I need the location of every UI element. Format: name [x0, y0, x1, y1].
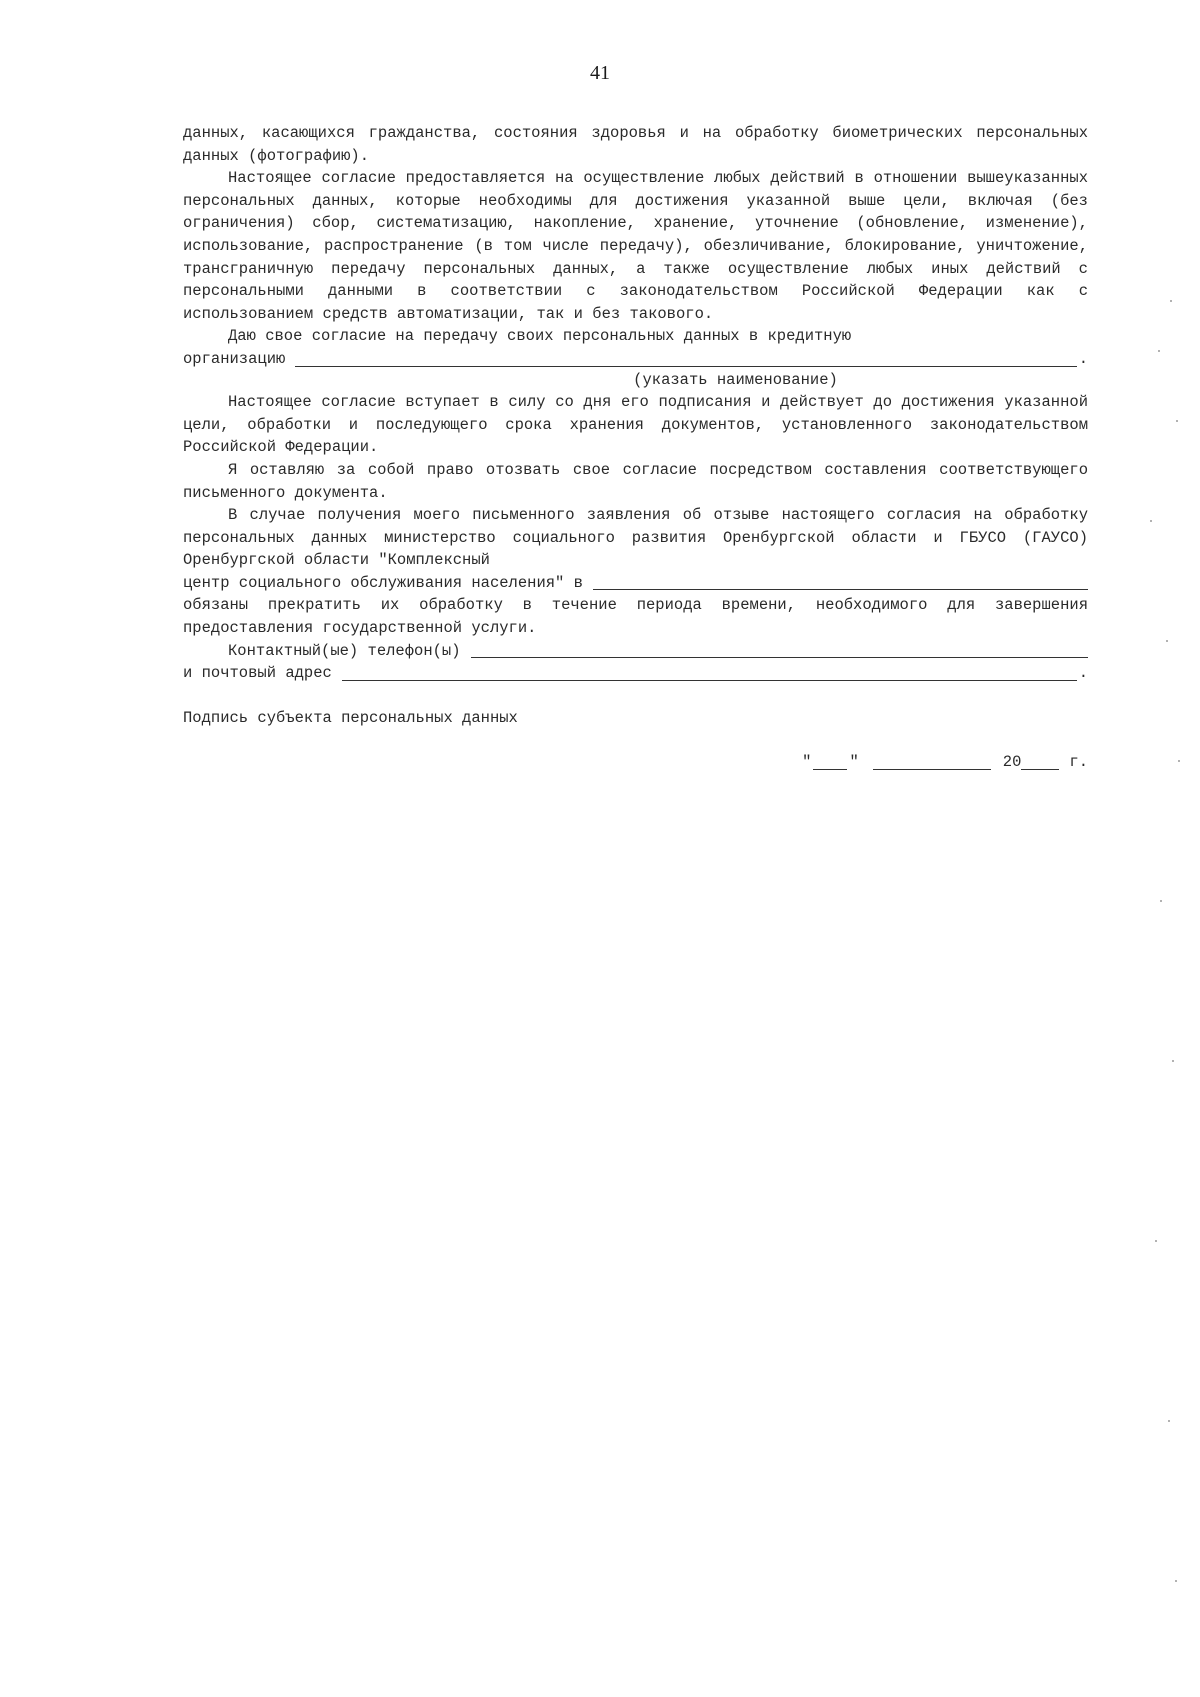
paragraph-credit-org-intro: Даю свое согласие на передачу своих персональных данных в кредитную — [228, 327, 852, 346]
date-open-quote: " — [802, 753, 812, 772]
paragraph-revocation-process: В случае получения моего письменного заявления об отзыве настоящего согласия на обработку персональных данных министерство социального развития Оренбургской области и ГБУСО (ГАУСО) Оренбургской области "Комплексный — [183, 506, 1088, 570]
scan-speck — [1175, 1580, 1177, 1582]
signature-label: Подпись субъекта персональных данных — [183, 708, 518, 727]
paragraph-validity: Настоящее согласие вступает в силу со дня его подписания и действует до достижения указанной цели, обработки и последующего срока хранения документов, установленного законодательством Российской Федерации. — [183, 393, 1088, 457]
date-year-suffix: г. — [1069, 753, 1088, 772]
address-blank[interactable] — [342, 665, 1077, 681]
paragraph-revocation-deadline: обязаны прекратить их обработку в течение периода времени, необходимого для завершения предоставления государственной услуги. — [183, 596, 1088, 638]
scan-speck — [1172, 1060, 1174, 1062]
scan-speck — [1155, 1240, 1157, 1242]
date-close-quote: " — [849, 753, 859, 772]
paragraph-consent-scope: Настоящее согласие предоставляется на осуществление любых действий в отношении вышеуказанных персональных данных, которые необходимы для достижения указанной выше цели, включая (без ограничения) сбор, систематизацию, накопление, хранение, уточнение (обновление, изменение), использование, распространение (в том числе передачу), обезличивание, блокирование, уничтожение, трансграничную передачу персональных данных, а также осуществление любых иных действий с персональными данными в соответствии с законодательством Российской Федерации как с использованием средств автоматизации, так и без такового. — [183, 169, 1088, 323]
date-day-blank[interactable] — [813, 754, 847, 770]
scan-speck — [1160, 900, 1162, 902]
date-year-blank[interactable] — [1021, 754, 1059, 770]
scan-speck — [1150, 520, 1152, 522]
credit-org-line — [183, 348, 1088, 371]
date-line — [183, 751, 1088, 774]
paragraph-continuation: данных, касающихся гражданства, состояния здоровья и на обработку биометрических персональных данных (фотографию). — [183, 124, 1088, 165]
scan-speck — [1168, 1420, 1170, 1422]
phone-blank[interactable] — [471, 642, 1088, 658]
phone-line — [183, 640, 1088, 663]
address-line — [183, 662, 1088, 685]
center-blank[interactable] — [593, 574, 1088, 590]
address-label: и почтовый адрес — [183, 664, 332, 683]
credit-org-dot: . — [1078, 349, 1088, 368]
scan-speck — [1158, 350, 1160, 352]
scan-speck — [1170, 300, 1172, 302]
document-body — [183, 122, 1088, 774]
scan-speck — [1166, 640, 1168, 642]
date-year-prefix: 20 — [1002, 753, 1022, 772]
credit-org-blank[interactable] — [295, 351, 1076, 367]
center-label: центр социального обслуживания населения" в — [183, 573, 583, 592]
credit-org-label: организацию — [183, 349, 286, 368]
paragraph-revocation-right: Я оставляю за собой право отозвать свое согласие посредством составления соответствующего письменного документа. — [183, 460, 1088, 502]
date-month-blank[interactable] — [873, 754, 991, 770]
scan-speck — [1178, 760, 1180, 762]
credit-org-caption: (указать наименование) — [633, 370, 838, 389]
phone-label: Контактный(ые) телефон(ы) — [228, 641, 461, 660]
address-dot: . — [1078, 664, 1088, 683]
page-number: 41 — [590, 62, 610, 84]
scan-speck — [1176, 420, 1178, 422]
center-line — [183, 572, 1088, 595]
